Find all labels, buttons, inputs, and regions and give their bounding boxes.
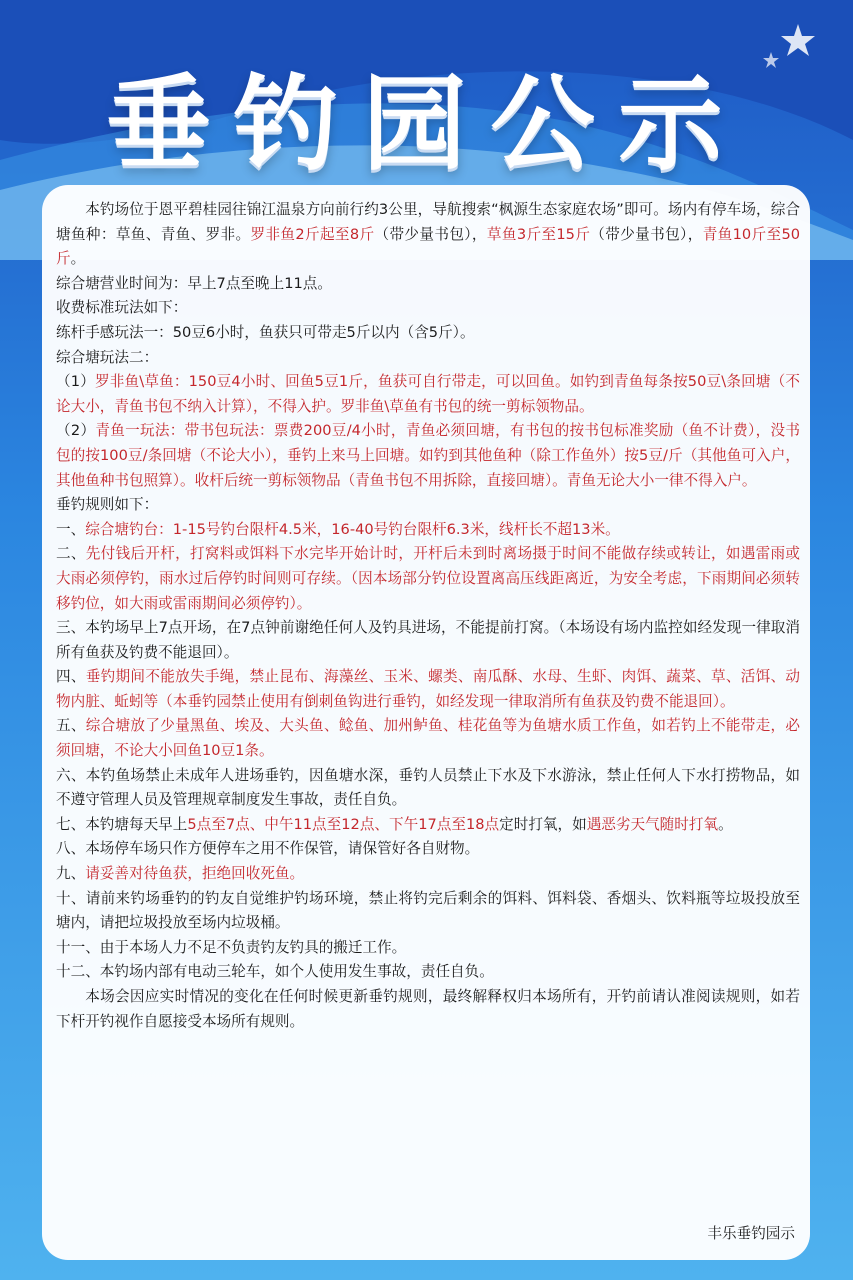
rule-12: 十二、本钓场内部有电动三轮车，如个人使用发生事故，责任自负。 [56, 963, 494, 981]
rule-1 [56, 518, 800, 543]
page-title: 垂钓园公示 [106, 63, 747, 185]
intro-paragraph [56, 198, 800, 272]
rule-2-num: 二、 [56, 545, 86, 563]
notice-content [56, 198, 800, 1034]
rule-4-num: 四、 [56, 668, 86, 686]
rule-2 [56, 542, 800, 616]
rules-title: 垂钓规则如下： [56, 496, 159, 514]
rule-4-text: 垂钓期间不能放失手绳，禁止昆布、海藻丝、玉米、螺类、南瓜酥、水母、生虾、肉饵、蔬菜、草、活饵、动物内脏、蚯蚓等（本垂钓园禁止使用有倒刺鱼钩进行垂钓，如经发现一律取消所有鱼获及钓费不能退回）。 [56, 668, 800, 710]
intro-grass-carp: 草鱼3斤至15斤 [486, 225, 591, 243]
play-2-2-num: （2） [56, 422, 96, 440]
rule-7-a: 七、本钓塘每天早上 [56, 815, 188, 833]
signature: 丰乐垂钓园示 [707, 1225, 795, 1242]
rule-7-c: 定时打氧，如 [499, 815, 587, 833]
rule-2-text: 先付钱后开杆，打窝料或饵料下水完毕开始计时，开杆后未到时离场摄于时间不能做存续或转让，如遇雷雨或大雨必须停钓，雨水过后停钓时间则可存续。（因本场部分钓位设置离高压线距离近，为安全考虑，下雨期间必须转移钓位，如大雨或雷雨期间必须停钓）。 [56, 545, 800, 612]
intro-text-3: （带少量书包）， [590, 225, 703, 243]
play-1: 练杆手感玩法一：50豆6小时，鱼获只可带走5斤以内（含5斤）。 [56, 323, 475, 341]
rule-5 [56, 714, 800, 763]
rule-9-text: 请妥善对待鱼获，拒绝回收死鱼。 [85, 865, 305, 883]
play-2-1-text: 罗非鱼\草鱼：150豆4小时、回鱼5豆1斤，鱼获可自行带走，可以回鱼。如钓到青鱼每条按50豆\条回塘（不论大小，青鱼书包不纳入计算），不得入护。罗非鱼\草鱼有书包的统一剪标领物品。 [56, 373, 800, 415]
intro-text-4: 。 [70, 250, 86, 268]
rule-5-text: 综合塘放了少量黑鱼、埃及、大头鱼、鲶鱼、加州鲈鱼、桂花鱼等为鱼塘水质工作鱼，如若钓上不能带走，必须回塘，不论大小回鱼10豆1条。 [56, 717, 800, 760]
rule-9-num: 九、 [56, 865, 86, 883]
play-2-1 [56, 370, 800, 419]
closing-paragraph: 本场会因应实时情况的变化在任何时候更新垂钓规则，最终解释权归本场所有，开钓前请认准阅读规则，如若下杆开钓视作自愿接受本场所有规则。 [56, 988, 800, 1030]
rule-6: 六、本钓鱼场禁止未成年人进场垂钓，因鱼塘水深，垂钓人员禁止下水及下水游泳，禁止任何人下水打捞物品，如不遵守管理人员及管理规章制度发生事故，责任自负。 [56, 766, 800, 809]
rule-7-weather: 遇恶劣天气随时打氧 [586, 815, 719, 833]
rule-9 [56, 862, 800, 887]
rule-1-text: 综合塘钓台：1-15号钓台限杆4.5米，16-40号钓台限杆6.3米，线杆长不超13米。 [85, 520, 620, 538]
intro-tilapia: 罗非鱼2斤起至8斤 [250, 225, 375, 243]
play-2-1-num: （1） [56, 373, 95, 391]
rule-7 [56, 813, 800, 838]
rule-5-num: 五、 [56, 717, 86, 735]
rule-3: 三、本钓场早上7点开场，在7点钟前谢绝任何人及钓具进场，不能提前打窝。（本场设有场内监控如经发现一律取消所有鱼获及钓费不能退回）。 [56, 619, 800, 661]
rule-10: 十、请前来钓场垂钓的钓友自觉维护钓场环境，禁止将钓完后剩余的饵料、饵料袋、香烟头、饮料瓶等垃圾投放至塘内，请把垃圾投放至场内垃圾桶。 [56, 889, 800, 932]
rule-4 [56, 665, 800, 714]
intro-text-2: （带少量书包）， [374, 225, 487, 243]
fee-title: 收费标准玩法如下： [56, 299, 188, 317]
rule-8: 八、本场停车场只作方便停车之用不作保管，请保管好各自财物。 [56, 840, 480, 858]
intro-text: 本钓场位于恩平碧桂园往锦江温泉方向前行约3公里，导航搜索“枫源生态家庭农场”即可。场内有停车场，综合塘鱼种：草鱼、青鱼、罗非。 [56, 201, 800, 243]
intro-black-carp: 青鱼10斤至50斤 [56, 225, 801, 268]
rule-7-times: 5点至7点、中午11点至12点、下午17点至18点 [187, 815, 500, 833]
rule-1-num: 一、 [56, 520, 86, 538]
rule-7-e: 。 [718, 815, 733, 833]
play-2-title: 综合塘玩法二： [56, 348, 159, 366]
play-2-2 [56, 419, 800, 493]
play-2-2-text: 青鱼一玩法：带书包玩法：票费200豆/4小时，青鱼必须回塘，有书包的按书包标准奖励（鱼不计费），没书包的按100豆/条回塘（不论大小），垂钓上来马上回塘。如钓到其他鱼种（除工作鱼外）按5豆/斤（其他鱼可入户，其他鱼种书包照算）。收杆后统一剪标领物品（青鱼书包不用拆除，直接回塘）。青鱼无论大小一律不得入户。 [56, 422, 800, 489]
rule-11: 十一、由于本场人力不足不负责钓友钓具的搬迁工作。 [56, 938, 407, 956]
hours-line: 综合塘营业时间为：早上7点至晚上11点。 [56, 274, 332, 292]
